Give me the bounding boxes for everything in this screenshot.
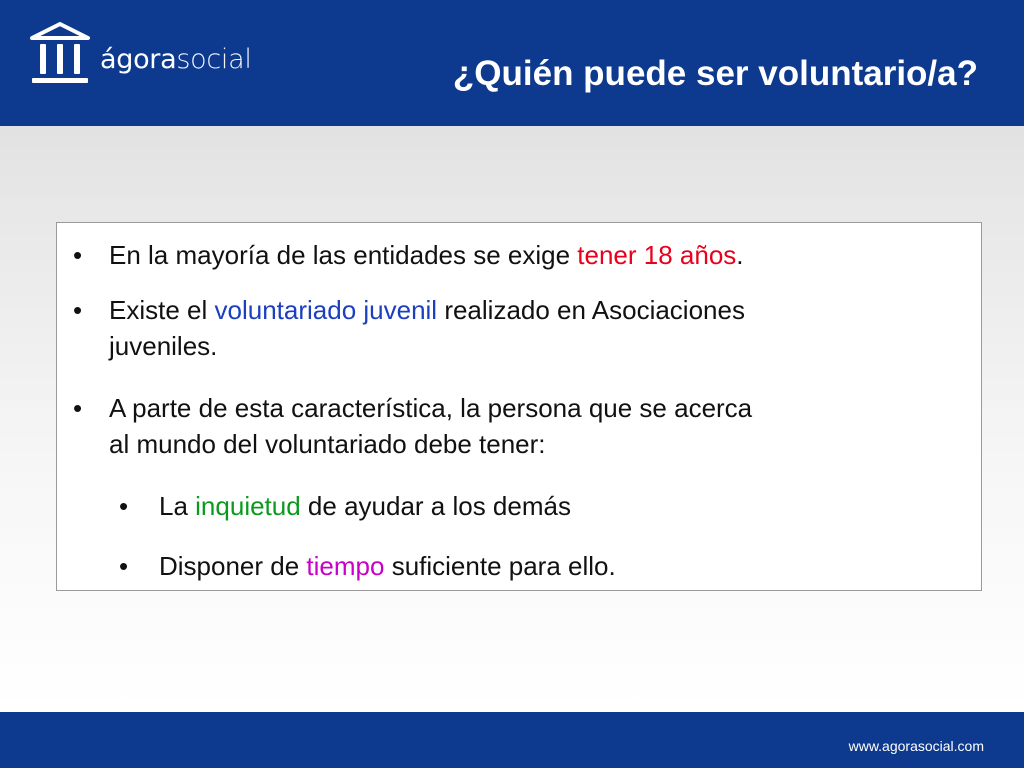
bullet-text-part: suficiente para ello. <box>384 551 616 581</box>
bullet-text-part: realizado en Asociaciones <box>437 295 745 325</box>
bullet-text-part: En la mayoría de las entidades se exige <box>109 240 578 270</box>
bullet-highlight-blue: voluntariado juvenil <box>214 295 438 325</box>
footer-url-link[interactable]: www.agorasocial.com <box>848 738 984 754</box>
bullet-highlight-magenta: tiempo <box>306 551 385 581</box>
bullet-text <box>159 488 571 524</box>
bullet-text <box>109 390 752 426</box>
bullet-text <box>159 548 616 584</box>
logo-wordmark <box>100 44 252 75</box>
logo-wordmark-light: social <box>176 44 252 75</box>
content-box <box>56 222 982 591</box>
bullet-text-part: A parte de esta característica, la persona que se acerca <box>109 393 753 423</box>
bullet-item <box>73 390 963 462</box>
header-bar <box>0 0 1024 126</box>
bullet-text-part: Existe el <box>109 295 215 325</box>
agorasocial-logo <box>28 20 288 100</box>
bullet-symbol: • <box>73 295 83 325</box>
bullet-text <box>109 237 744 273</box>
bullet-text-part: de ayudar a los demás <box>300 491 571 521</box>
bullet-symbol: • <box>73 240 83 270</box>
footer-bar <box>0 712 1024 768</box>
bullet-symbol: • <box>73 393 83 423</box>
columns-temple-icon <box>28 20 92 92</box>
bullet-text-part: . <box>736 240 744 270</box>
bullet-highlight-red: tener 18 años <box>577 240 737 270</box>
bullet-symbol: • <box>119 491 129 521</box>
bullet-text-line2: juveniles. <box>109 331 218 361</box>
logo-wordmark-strong: ágora <box>100 44 177 75</box>
bullet-text-part: La <box>159 491 196 521</box>
slide-title: ¿Quién puede ser voluntario/a? <box>452 54 978 93</box>
bullet-text-part: Disponer de <box>159 551 307 581</box>
bullet-highlight-green: inquietud <box>195 491 301 521</box>
bullet-text <box>109 292 745 328</box>
bullet-symbol: • <box>119 551 129 581</box>
bullet-item <box>73 292 963 364</box>
bullet-text-line2: al mundo del voluntariado debe tener: <box>109 429 546 459</box>
